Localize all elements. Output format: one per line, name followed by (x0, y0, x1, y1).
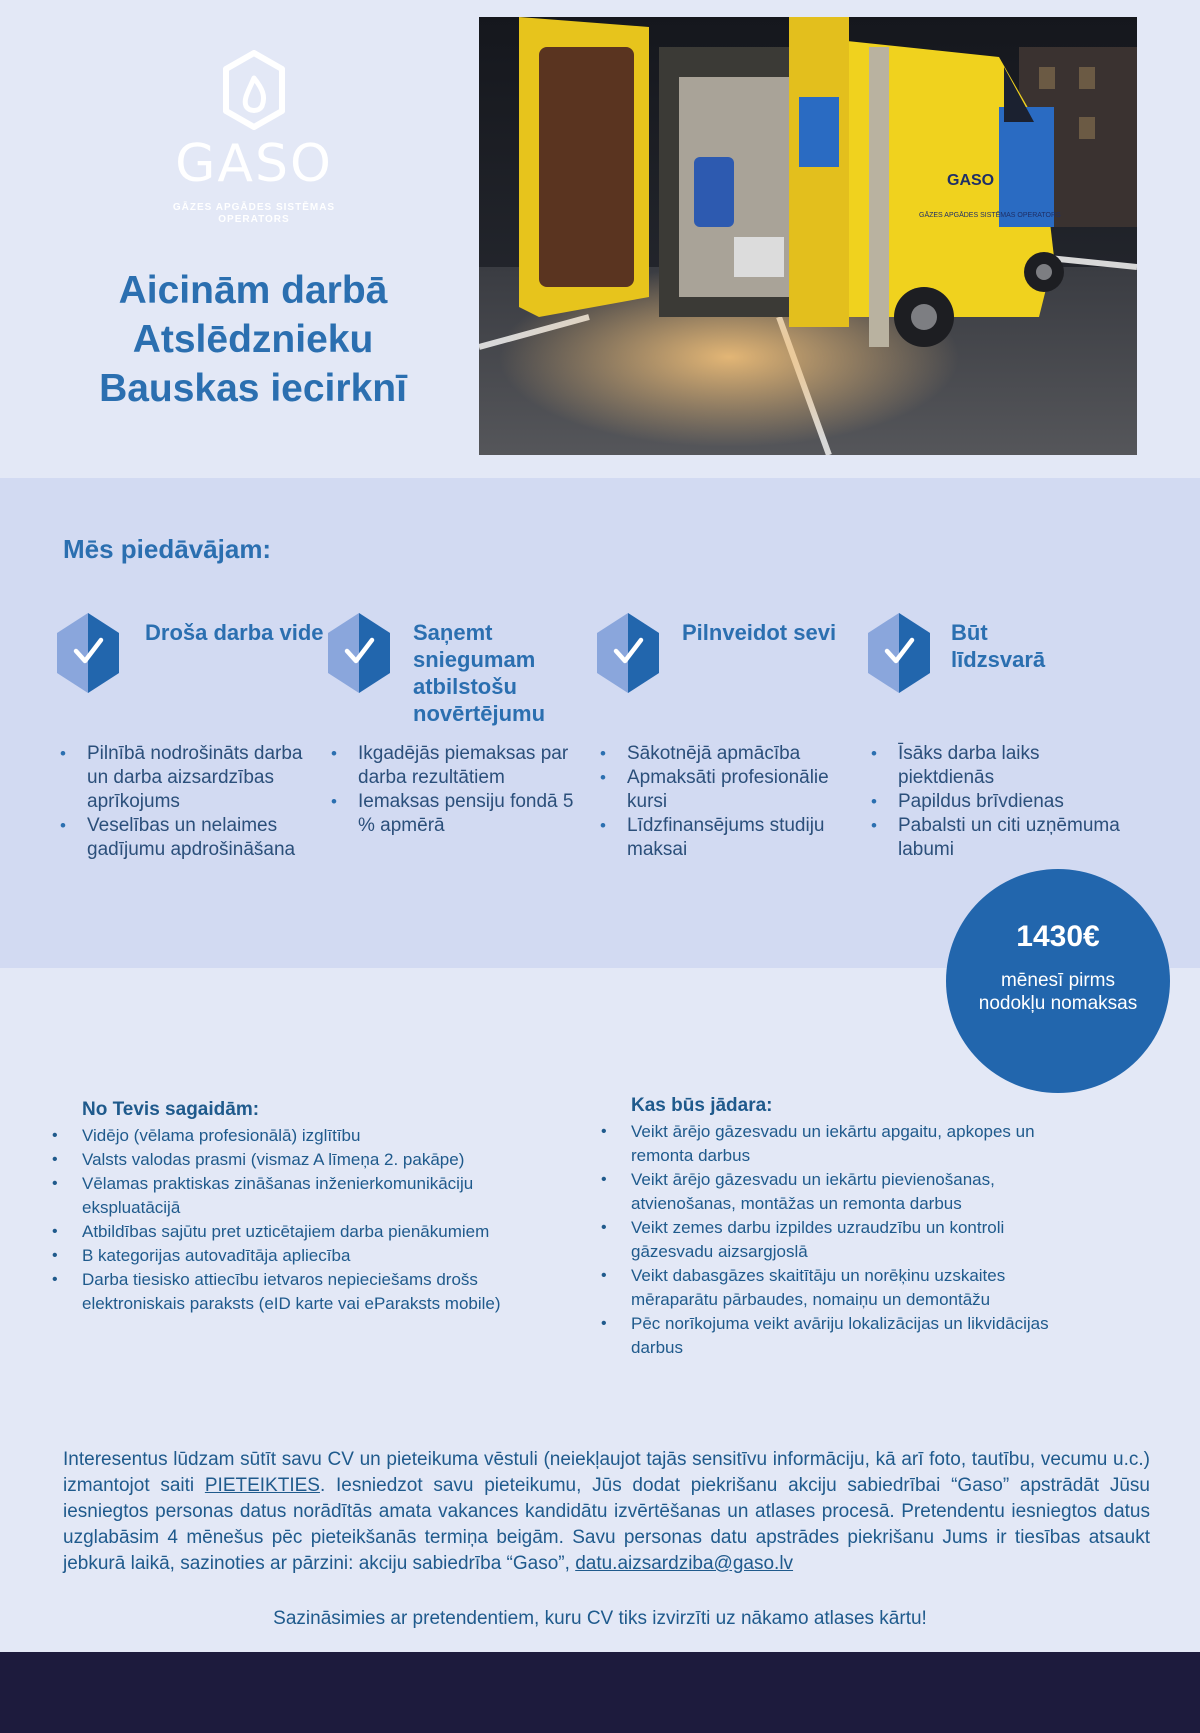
list-item: • Atbildības sajūtu pret uzticētajiem darba pienākumiem (52, 1220, 552, 1244)
list-item: • Vidējo (vēlama profesionālā) izglītību (52, 1124, 552, 1148)
application-text-start: Interesentus lūdzam sūtīt savu CV un pieteikuma vēstuli (neiekļaujot tajās sensitīvu informāciju, kā arī foto, tautību, vecumu u.c.) izmantojot saiti (63, 1449, 1150, 1496)
salary-amount: 1430€ (1016, 920, 1100, 953)
van-subtext: GĀZES APGĀDES SISTĒMAS OPERATORS (919, 212, 1061, 219)
list-item: • Papildus brīvdienas (868, 790, 1133, 814)
list-item: • Veikt ārējo gāzesvadu un iekārtu apgaitu, apkopes un remonta darbus (601, 1120, 1081, 1168)
headline-line-2: Atslēdznieku (132, 318, 374, 361)
requirements-section (52, 1098, 552, 1316)
hero-van-photo (479, 17, 1137, 455)
shield-check-icon (328, 613, 390, 693)
offer-list (597, 742, 862, 862)
van-logo-text: GASO (947, 172, 995, 189)
requirements-title: No Tevis sagaidām: (82, 1099, 260, 1120)
list-item: • Darba tiesisko attiecību ietvaros nepieciešams drošs elektroniskais paraksts (eID karte vai eParaksts mobile) (52, 1268, 552, 1316)
offer-column-title: Pilnveidot sevi (682, 620, 837, 645)
footer-bar (0, 1652, 1200, 1733)
duties-section (601, 1094, 1081, 1360)
list-item: • B kategorijas autovadītāja apliecība (52, 1244, 552, 1268)
page-title (60, 266, 446, 413)
list-item: • Pilnībā nodrošināts darba un darba aizsardzības aprīkojums (57, 742, 322, 814)
headline-line-3: Bauskas iecirknī (99, 367, 407, 410)
application-paragraph (63, 1447, 1150, 1577)
shield-check-icon (597, 613, 659, 693)
list-item: • Pabalsti un citi uzņēmuma labumi (868, 814, 1133, 862)
shield-check-icon (57, 613, 119, 693)
salary-note: mēnesī pirms nodokļu nomaksas (978, 970, 1138, 1014)
offer-list (328, 742, 593, 838)
list-item: • Iemaksas pensiju fondā 5 % apmērā (328, 790, 593, 838)
offer-column-title: Saņemt sniegumam atbilstošu novērtējumu (413, 620, 546, 726)
list-item: • Īsāks darba laiks piektdienās (868, 742, 1133, 790)
email-link[interactable]: datu.aizsardziba@gaso.lv (575, 1553, 794, 1574)
brand-subtitle: GĀZES APGĀDES SISTĒMAS OPERATORS (172, 202, 336, 225)
offer-list (57, 742, 322, 862)
list-item: • Veikt dabasgāzes skaitītāju un norēķinu uzskaites mēraparātu pārbaudes, nomaiņu un demontāžu (601, 1264, 1081, 1312)
offer-column-title: Būt līdzsvarā (951, 620, 1046, 672)
header-section (0, 0, 1200, 478)
closing-note: Sazināsimies ar pretendentiem, kuru CV tiks izvirzīti uz nākamo atlases kārtu! (273, 1608, 927, 1629)
offer-column-title: Droša darba vide (145, 620, 324, 645)
duties-list (601, 1120, 1081, 1360)
headline-line-1: Aicinām darbā (118, 269, 388, 312)
list-item: • Valsts valodas prasmi (vismaz A līmeņa 2. pakāpe) (52, 1148, 552, 1172)
list-item: • Veikt zemes darbu izpildes uzraudzību un kontroli gāzesvadu aizsargjoslā (601, 1216, 1081, 1264)
list-item: • Veselības un nelaimes gadījumu apdrošināšana (57, 814, 322, 862)
shield-check-icon (868, 613, 930, 693)
gaso-logo (160, 50, 348, 226)
apply-link[interactable]: PIETEIKTIES (204, 1475, 320, 1496)
brand-name: GASO (175, 134, 333, 194)
list-item: • Veikt ārējo gāzesvadu un iekārtu pievienošanas, atvienošanas, montāžas un remonta darbus (601, 1168, 1081, 1216)
requirements-list (52, 1124, 552, 1316)
list-item: • Vēlamas praktiskas zināšanas inženierkomunikāciju ekspluatācijā (52, 1172, 552, 1220)
list-item: • Ikgadējās piemaksas par darba rezultātiem (328, 742, 593, 790)
list-item: • Sākotnējā apmācība (597, 742, 862, 766)
offer-title: Mēs piedāvājam: (63, 534, 272, 564)
list-item: • Apmaksāti profesionālie kursi (597, 766, 862, 814)
offer-list (868, 742, 1133, 862)
list-item: • Līdzfinansējums studiju maksai (597, 814, 862, 862)
flame-hexagon-icon (222, 50, 286, 130)
application-text-end: . Iesniedzot savu pieteikumu, Jūs dodat piekrišanu akciju sabiedrībai “Gaso” apstrādāt Jūsu iesniegtos personas datus norādītās amata vakances kandidātu izvērtēšanas un atlases procesā. Pretendentu iesniegtos datus uzglabāsim 4 mēnešus pēc pieteikšanās termiņa beigām. Savu personas datu apstrādes piekrišanu Jums ir tiesības atsaukt jebkurā laikā, sazinoties ar pārzini: akciju sabiedrība “Gaso”, (63, 1475, 1150, 1574)
list-item: • Pēc norīkojuma veikt avāriju lokalizācijas un likvidācijas darbus (601, 1312, 1081, 1360)
duties-title: Kas būs jādara: (631, 1095, 773, 1116)
salary-badge (946, 869, 1170, 1093)
